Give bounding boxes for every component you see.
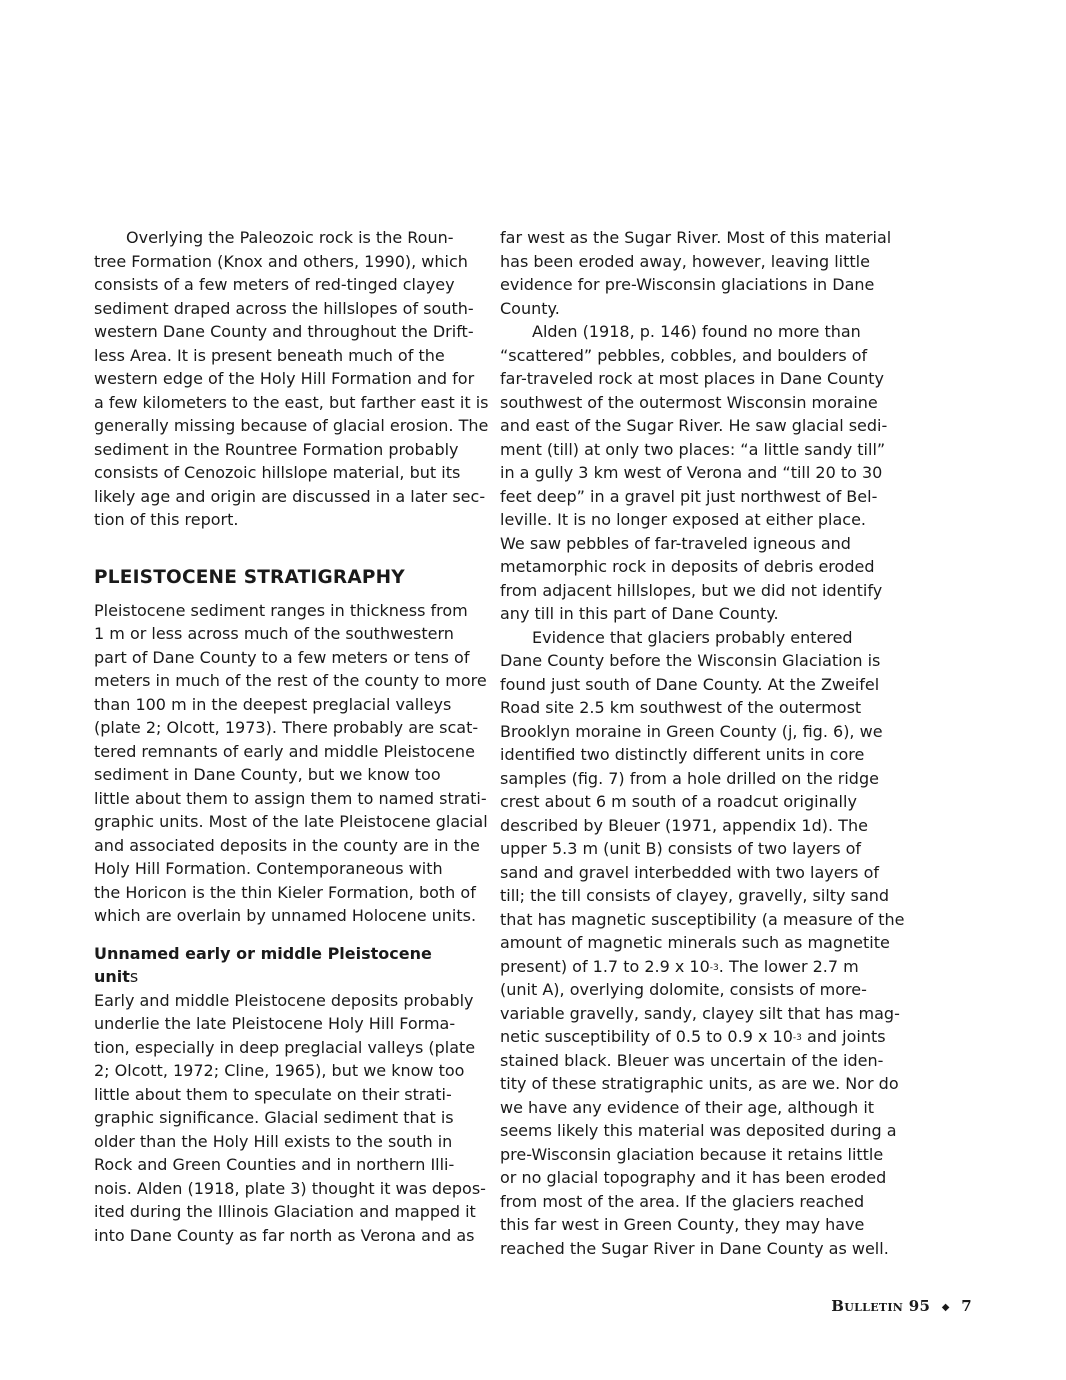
text-line: Dane County before the Wisconsin Glaciation is <box>500 651 881 670</box>
subsection-heading: Unnamed early or middle Pleistocene units <box>94 943 432 986</box>
text-line: 1 m or less across much of the southwestern <box>94 624 454 643</box>
text-line: far west as the Sugar River. Most of this material <box>500 228 892 247</box>
text-line: graphic significance. Glacial sediment that is <box>94 1108 454 1127</box>
text-line: sediment draped across the hillslopes of south- <box>94 298 474 318</box>
text-line: sediment in the Rountree Formation probably <box>94 439 459 459</box>
text-line: in a gully 3 km west of Verona and “till 20 to 30 <box>500 463 883 482</box>
text-line: Pleistocene sediment ranges in thickness from <box>94 600 468 620</box>
text-line: variable gravelly, sandy, clayey silt that has mag- <box>500 1003 900 1023</box>
text-line: from most of the area. If the glaciers reached <box>500 1191 865 1211</box>
text-line: found just south of Dane County. At the Zweifel <box>500 674 880 694</box>
text-line: and east of the Sugar River. He saw glacial sedi- <box>500 416 888 435</box>
text-line: consists of Cenozoic hillslope material, but its <box>94 463 461 482</box>
text-line: little about them to assign them to named strati- <box>94 788 487 808</box>
text-line: from adjacent hillslopes, but we did not identify <box>500 580 883 600</box>
text-line: than 100 m in the deepest preglacial valleys <box>94 694 452 714</box>
text-line: that has magnetic susceptibility (a measure of the <box>500 909 905 929</box>
bulletin-label: Bulletin <box>831 1297 904 1315</box>
text-line: less Area. It is present beneath much of the <box>94 345 445 365</box>
text-line: western Dane County and throughout the Drift- <box>94 322 474 341</box>
paragraph-continued <box>500 226 892 320</box>
paragraph-alden <box>500 320 888 626</box>
diamond-icon: ◆ <box>941 1302 950 1313</box>
text-line: tered remnants of early and middle Pleistocene <box>94 741 475 761</box>
text-line: little about them to speculate on their strati- <box>94 1084 452 1104</box>
text-line: nois. Alden (1918, plate 3) thought it was depos- <box>94 1178 486 1198</box>
text-line: meters in much of the rest of the county to more <box>94 671 487 690</box>
text-line: crest about 6 m south of a roadcut originally <box>500 792 857 811</box>
text-line: and associated deposits in the county are in the <box>94 835 480 855</box>
text-line: samples (fig. 7) from a hole drilled on the ridge <box>500 768 879 788</box>
text-line: upper 5.3 m (unit B) consists of two layers of <box>500 839 862 858</box>
page-number: 7 <box>961 1297 972 1315</box>
text-line: sand and gravel interbedded with two layers of <box>500 862 880 882</box>
text-line: any till in this part of Dane County. <box>500 604 779 623</box>
text-line: Evidence that glaciers probably entered <box>532 627 853 647</box>
text-line: pre-Wisconsin glaciation because it retains little <box>500 1144 884 1164</box>
text-line: till; the till consists of clayey, gravelly, silty sand <box>500 886 890 905</box>
text-line: Alden (1918, p. 146) found no more than <box>532 322 861 341</box>
text-line: the Horicon is the thin Kieler Formation, both of <box>94 882 476 902</box>
text-line: far-traveled rock at most places in Dane County <box>500 369 884 388</box>
text-line: a few kilometers to the east, but farther east it is <box>94 392 489 412</box>
text-line: graphic units. Most of the late Pleistocene glacial <box>94 812 488 831</box>
text-line: or no glacial topography and it has been eroded <box>500 1168 887 1187</box>
text-line: generally missing because of glacial erosion. The <box>94 416 489 435</box>
text-line: consists of a few meters of red-tinged clayey <box>94 275 455 294</box>
text-line: tion of this report. <box>94 510 239 529</box>
text-line: leville. It is no longer exposed at either place. <box>500 510 867 529</box>
evidence-lines-b <box>500 978 900 1025</box>
text-line: Early and middle Pleistocene deposits probably <box>94 990 474 1010</box>
text-line: We saw pebbles of far-traveled igneous and <box>500 533 851 553</box>
text-line: tree Formation (Knox and others, 1990), which <box>94 251 468 271</box>
text-line: underlie the late Pleistocene Holy Hill Forma- <box>94 1014 456 1033</box>
text-line: Road site 2.5 km southwest of the outermost <box>500 698 862 717</box>
left-column <box>94 226 489 1247</box>
text-line: Holy Hill Formation. Contemporaneous with <box>94 859 443 878</box>
text-line: Brooklyn moraine in Green County (j, fig. 6), we <box>500 721 883 741</box>
section-heading: PLEISTOCENE STRATIGRAPHY <box>94 566 405 588</box>
text-line: County. <box>500 298 560 318</box>
text-line: this far west in Green County, they may have <box>500 1215 865 1234</box>
text-line: which are overlain by unnamed Holocene units. <box>94 906 477 925</box>
text-line: southwest of the outermost Wisconsin moraine <box>500 392 878 412</box>
right-column <box>500 226 905 1260</box>
text-line: Overlying the Paleozoic rock is the Roun- <box>126 228 454 247</box>
text-line: identified two distinctly different units in core <box>500 745 865 764</box>
paragraph-rountree <box>94 226 489 532</box>
text-line: reached the Sugar River in Dane County as well. <box>500 1238 889 1258</box>
text-line: (unit A), overlying dolomite, consists of more- <box>500 980 867 999</box>
text-line: ited during the Illinois Glaciation and mapped it <box>94 1202 476 1221</box>
text-line: tion, especially in deep preglacial valleys (plate <box>94 1037 476 1057</box>
text-line: amount of magnetic minerals such as magnetite <box>500 933 890 952</box>
text-line: part of Dane County to a few meters or tens of <box>94 647 470 667</box>
text-line: older than the Holy Hill exists to the south in <box>94 1131 453 1151</box>
text-line: evidence for pre-Wisconsin glaciations in Dane <box>500 275 875 294</box>
text-line: described by Bleuer (1971, appendix 1d). The <box>500 815 868 835</box>
text-line: into Dane County as far north as Verona and as <box>94 1225 475 1245</box>
evidence-line-sup: present) of 1.7 to 2.9 x $10^{-3}$. The lower 2.7 m <box>500 956 859 976</box>
text-line: Rock and Green Counties and in northern Illi- <box>94 1155 455 1174</box>
paragraph-pleistocene <box>94 599 488 928</box>
bulletin-number: 95 <box>908 1297 931 1315</box>
text-line: stained black. Bleuer was uncertain of the iden- <box>500 1050 884 1070</box>
text-line: western edge of the Holy Hill Formation and for <box>94 369 475 388</box>
evidence-lines-c <box>500 1049 899 1261</box>
text-line: metamorphic rock in deposits of debris eroded <box>500 557 875 576</box>
text-line: 2; Olcott, 1972; Cline, 1965), but we know too <box>94 1061 465 1080</box>
text-line: ment (till) at only two places: “a little sandy till” <box>500 439 886 459</box>
text-line: (plate 2; Olcott, 1973). There probably are scat- <box>94 718 479 737</box>
page-footer <box>831 1297 972 1315</box>
text-line: has been eroded away, however, leaving little <box>500 251 870 271</box>
text-line: “scattered” pebbles, cobbles, and boulders of <box>500 345 868 365</box>
text-line: likely age and origin are discussed in a later sec- <box>94 486 486 506</box>
text-line: sediment in Dane County, but we know too <box>94 765 441 784</box>
evidence-line-sup-2: netic susceptibility of 0.5 to 0.9 x $10^{-3}$ and joints <box>500 1027 886 1046</box>
evidence-lines-a <box>500 626 905 955</box>
paragraph-early-middle <box>94 989 486 1248</box>
paragraph-evidence <box>500 626 905 1261</box>
text-line: we have any evidence of their age, although it <box>500 1097 875 1117</box>
text-line: feet deep” in a gravel pit just northwest of Bel- <box>500 486 878 506</box>
text-line: tity of these stratigraphic units, as are we. Nor do <box>500 1074 899 1093</box>
text-line: seems likely this material was deposited during a <box>500 1121 897 1140</box>
